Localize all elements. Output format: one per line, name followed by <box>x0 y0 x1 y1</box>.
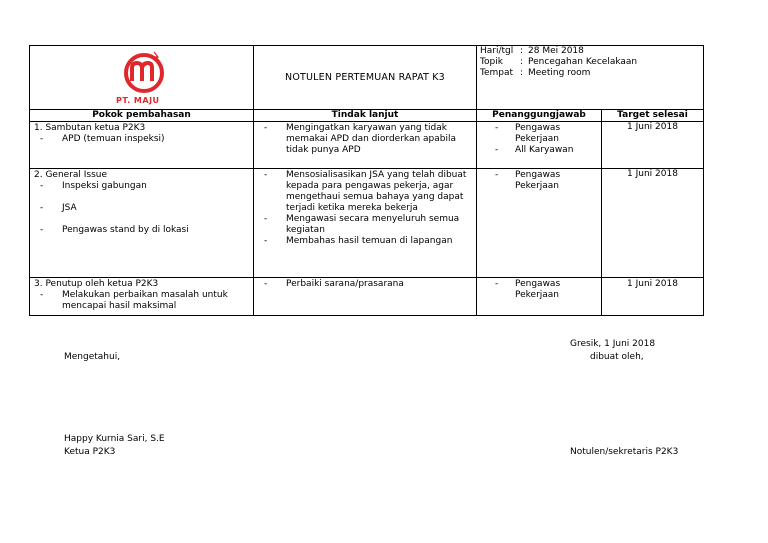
info-topic: Topik : Pencegahan Kecelakaan <box>480 57 638 67</box>
pj-cell <box>477 169 602 278</box>
acknowledged-label: Mengetahui, <box>64 352 121 362</box>
pokok-subitem: - JSA <box>40 203 77 213</box>
company-logo-icon <box>118 48 176 96</box>
meeting-info <box>477 46 704 110</box>
pj-item: - Pengawas Pekerjaan <box>495 170 561 191</box>
pokok-cell <box>30 122 254 169</box>
target-cell: 1 Juni 2018 <box>602 122 704 169</box>
info-place: Tempat : Meeting room <box>480 68 591 78</box>
signer-role: Ketua P2K3 <box>64 447 116 457</box>
table-row <box>30 122 704 169</box>
tindak-cell <box>254 122 477 169</box>
made-by-label: dibuat oleh, <box>590 352 644 362</box>
table-row <box>30 169 704 278</box>
pokok-subitem: - Inspeksi gabungan <box>40 181 147 191</box>
pokok-title: 3. Penutup oleh ketua P2K3 <box>34 279 159 289</box>
tindak-item: - Perbaiki sarana/prasarana <box>264 279 404 289</box>
pj-item: - Pengawas Pekerjaan <box>495 279 561 300</box>
logo-cell <box>30 46 254 110</box>
pj-cell <box>477 122 602 169</box>
target-cell: 1 Juni 2018 <box>602 169 704 278</box>
pokok-cell <box>30 278 254 316</box>
minutes-table <box>29 45 704 316</box>
tindak-cell <box>254 169 477 278</box>
pokok-title: 2. General Issue <box>34 170 108 180</box>
pokok-subitem: - Melakukan perbaikan masalah untuk mencapai hasil maksimal <box>40 290 228 311</box>
tindak-cell <box>254 278 477 316</box>
pokok-title: 1. Sambutan ketua P2K3 <box>34 123 146 133</box>
tindak-item: - Mengawasi secara menyeluruh semua kegiatan <box>264 214 460 235</box>
target-cell: 1 Juni 2018 <box>602 278 704 316</box>
pj-item: - All Karyawan <box>495 145 574 155</box>
pj-cell <box>477 278 602 316</box>
col-header-pj: Penanggungjawab <box>477 110 602 122</box>
table-row <box>30 278 704 316</box>
tindak-item: - Mensosialisasikan JSA yang telah dibuat kepada para pengawas pekerja, agar mengethaui semua bahaya yang dapat terjadi ketika mereka bekerja <box>264 170 467 213</box>
table-header-block <box>30 46 704 110</box>
pj-item: - Pengawas Pekerjaan <box>495 123 561 144</box>
signer-name: Happy Kurnia Sari, S.E <box>64 434 165 444</box>
info-date: Hari/tgl : 28 Mei 2018 <box>480 46 584 56</box>
document-title: NOTULEN PERTEMUAN RAPAT K3 <box>254 46 477 110</box>
pokok-subitem: - Pengawas stand by di lokasi <box>40 225 189 235</box>
logo-text: PT. MAJU <box>116 96 160 105</box>
column-headers <box>30 110 704 122</box>
col-header-pokok: Pokok pembahasan <box>30 110 254 122</box>
tindak-item: - Membahas hasil temuan di lapangan <box>264 236 453 246</box>
col-header-target: Target selesai <box>602 110 704 122</box>
secretary-label: Notulen/sekretaris P2K3 <box>570 447 679 457</box>
place-date: Gresik, 1 Juni 2018 <box>570 339 656 349</box>
pokok-cell <box>30 169 254 278</box>
pokok-subitem: - APD (temuan inspeksi) <box>40 134 165 144</box>
col-header-tindak: Tindak lanjut <box>254 110 477 122</box>
tindak-item: - Mengingatkan karyawan yang tidak memakai APD dan diorderkan apabila tidak punya APD <box>264 123 457 155</box>
